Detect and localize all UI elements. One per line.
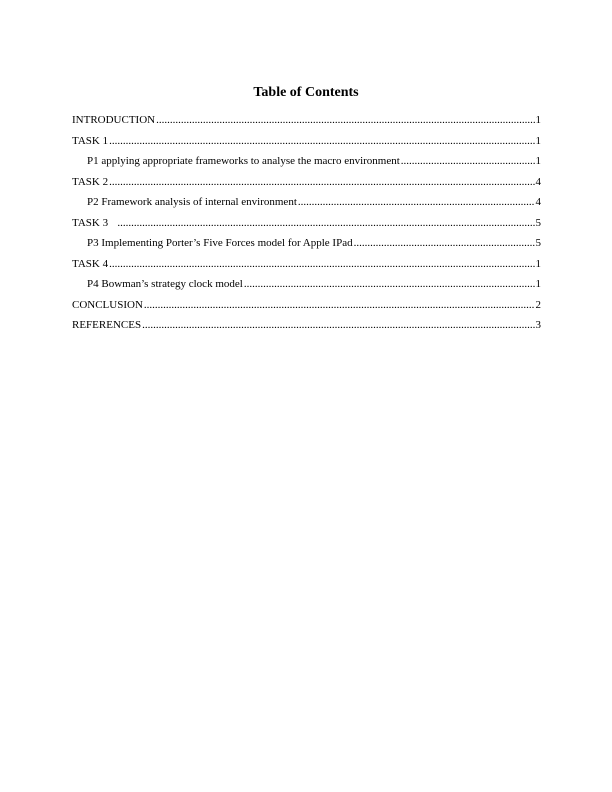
toc-dot-leader: [142, 318, 534, 332]
toc-entry-label: TASK 3: [72, 216, 117, 229]
toc-entry-label: P3 Implementing Porter’s Five Forces model for Apple IPad: [87, 237, 353, 249]
toc-entry[interactable]: [72, 113, 541, 134]
toc-entry-page-number: 1: [535, 257, 541, 270]
toc-dot-leader: [156, 113, 534, 127]
toc-dot-leader: [109, 257, 534, 271]
toc-entry-label: CONCLUSION: [72, 298, 143, 311]
toc-entry-page-number: 1: [535, 278, 541, 290]
toc-entry-label: P2 Framework analysis of internal environment: [87, 196, 297, 208]
toc-dot-leader: [109, 175, 534, 189]
toc-entry-label: TASK 1: [72, 134, 109, 147]
toc-entry-label: TASK 4: [72, 257, 109, 270]
toc-entry-page-number: 1: [535, 114, 541, 126]
toc-dot-leader: [117, 216, 534, 230]
toc-entry-page-number: 4: [535, 175, 541, 188]
toc-entry-page-number: 5: [535, 216, 541, 229]
toc-entry[interactable]: [72, 175, 541, 196]
toc-entry[interactable]: [72, 236, 541, 257]
toc-dot-leader: [354, 236, 535, 250]
toc-entry-page-number: 1: [535, 155, 541, 167]
toc-entry[interactable]: [72, 154, 541, 175]
toc-dot-leader: [144, 298, 535, 312]
toc-list: [72, 113, 541, 339]
toc-entry[interactable]: [72, 134, 541, 155]
toc-entry-label: INTRODUCTION: [72, 114, 156, 126]
toc-dot-leader: [298, 195, 535, 209]
toc-entry-page-number: 2: [535, 298, 541, 311]
toc-entry-page-number: 1: [535, 134, 541, 147]
toc-entry[interactable]: [72, 195, 541, 216]
toc-entry-page-number: 3: [535, 319, 541, 331]
toc-entry-label: P1 applying appropriate frameworks to analyse the macro environment: [87, 155, 400, 167]
toc-entry[interactable]: [72, 257, 541, 278]
toc-entry-label: REFERENCES: [72, 319, 142, 331]
toc-entry[interactable]: [72, 298, 541, 319]
toc-dot-leader: [244, 277, 535, 291]
toc-entry-page-number: 5: [535, 237, 541, 249]
toc-entry[interactable]: [72, 216, 541, 237]
toc-dot-leader: [401, 154, 535, 168]
toc-entry-label: TASK 2: [72, 175, 109, 188]
toc-entry[interactable]: [72, 277, 541, 298]
toc-entry-label: P4 Bowman’s strategy clock model: [87, 278, 243, 290]
toc-dot-leader: [109, 134, 534, 148]
toc-entry-page-number: 4: [535, 196, 541, 208]
toc-title: Table of Contents: [253, 85, 359, 100]
toc-entry[interactable]: [72, 318, 541, 339]
